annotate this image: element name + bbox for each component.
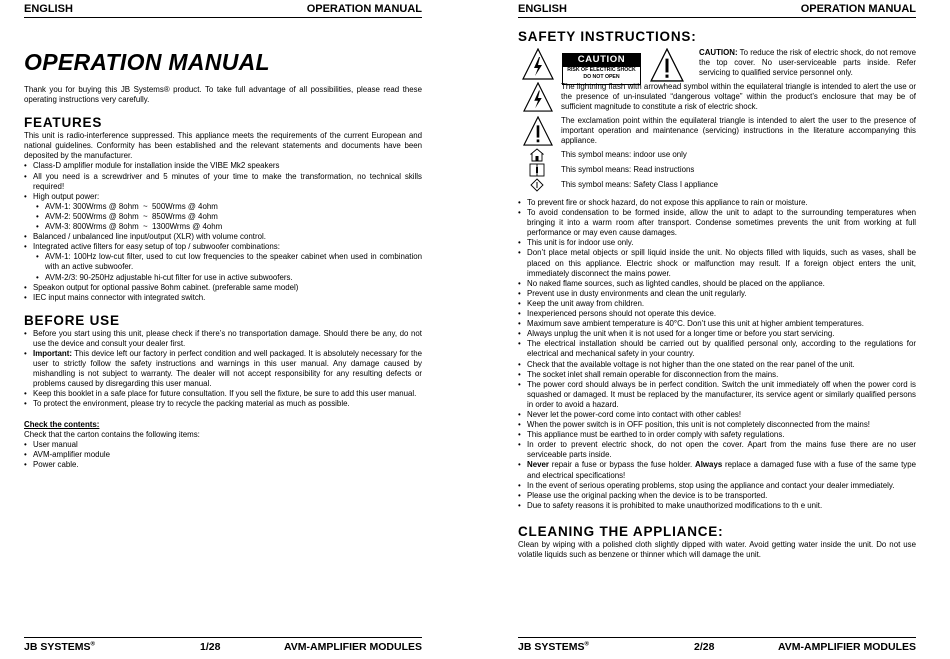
list-item: • Always unplug the unit when it is not used for a longer time or before you start servicing. [518,329,916,339]
list-item: • AVM-1: 300Wrms @ 8ohm ~ 500Wrms @ 4ohm [24,202,422,212]
never-label: Never [527,460,549,470]
header-language: ENGLISH [518,3,567,15]
symbol-legend [518,148,916,193]
list-item: • All you need is a screwdriver and 5 minutes of your time to make the transformation, no technical skills required! [24,172,422,192]
fuse-text-1: repair a fuse or bypass the fuse holder. [548,460,696,470]
list-item: • AVM-2/3: 90-250Hz adjustable hi-cut filter for use in active subwoofers. [24,273,422,283]
lightning-triangle-icon [522,82,554,112]
list-item: • AVM-3: 800Wrms @ 8ohm ~ 1300Wrms @ 4ohm [24,222,422,232]
caution-bold: CAUTION: [699,48,738,57]
page-right [518,0,916,659]
list-item: • No naked flame sources, such as lighted candles, should be placed on the appliance. [518,279,916,289]
list-item: • To prevent fire or shock hazard, do not expose this appliance to rain or moisture. [518,198,916,208]
list-item: • This appliance must be earthed to in order comply with safety regulations. [518,430,916,440]
intro-text: Thank you for buying this JB Systems® product. To take full advantage of all possibilities, please read these operating instructions very carefully. [24,85,422,105]
caution-label: CAUTION [562,53,641,66]
features-text: This unit is radio-interference suppressed. This appliance meets the requirements of the current European and national guidelines. Conformity has been established and the relevant statements and documents have been deposited by the manufacturer. [24,131,422,161]
list-item: • IEC input mains connector with integrated switch. [24,293,422,303]
footer-registered-mark: ® [90,641,95,648]
safety-list [518,198,916,511]
symbol-read-text: This symbol means: Read instructions [561,165,695,174]
list-item: • Keep this booklet in a safe place for future consultation. If you sell the fixture, be sure to add this user manual. [24,389,422,399]
list-item: • Inexperienced persons should not operate this device. [518,309,916,319]
caution-text: To reduce the risk of electric shock, do not remove the top cover. No user-serviceable parts inside. Refer servicing to qualified service personnel only. [699,48,916,78]
list-item: • To avoid condensation to be formed inside, allow the unit to adapt to the surrounding temperatures when bringing it into a warm room after transport. Condense sometimes prevents the unit from working at full performance or may even cause damages. [518,208,916,238]
features-heading: FEATURES [24,115,103,131]
list-item: • The electrical installation should be carried out by qualified personal only, according to the regulations for electrical and mechanical safety in your country. [518,339,916,359]
lightning-triangle-icon [522,48,554,80]
class-one-icon [530,178,544,192]
list-item [24,349,422,389]
list-item: • AVM-2: 500Wrms @ 8ohm ~ 850Wrms @ 4ohm [24,212,422,222]
before-use-heading: BEFORE USE [24,312,120,328]
lightning-text: The lightning flash with arrowhead symbol within the equilateral triangle is intended to alert the use or the presence of un-insulated “dangerous voltage” within the product’s enclosure that may be of sufficient magnitude to constitute a risk of electric shock. [561,82,916,112]
exclamation-text: The exclamation point within the equilateral triangle is intended to alert the user to the presence of important operation and maintenance (servicing) instructions in the literature accompanying this appliance. [561,116,916,146]
list-item: • In the event of serious operating problems, stop using the appliance and contact your dealer immediately. [518,481,916,491]
list-item: • Maximum save ambient temperature is 40°C. Don’t use this unit at higher ambient temperatures. [518,319,916,329]
before-use-list [24,329,422,410]
read-manual-icon [529,163,545,177]
page-header [24,3,422,18]
page-left [24,0,422,659]
cleaning-text: Clean by wiping with a polished cloth slightly dipped with water. Avoid getting water inside the unit. Do not use volatile liquids such as benzene or thinner which will damage the unit. [518,539,916,559]
list-item: • Before you start using this unit, please check if there’s no transportation damage. Should there be any, do not use the device and consult your dealer first. [24,329,422,349]
list-item: • When the power switch is in OFF position, this unit is not completely disconnected from the mains! [518,420,916,430]
footer-brand-text: JB SYSTEMS [24,641,91,653]
list-item: • Power cable. [24,460,422,470]
page-footer [518,637,916,655]
list-item: • AVM-amplifier module [24,450,422,460]
footer-product: AVM-AMPLIFIER MODULES [777,641,916,653]
contents-list [24,440,422,470]
symbol-class-text: This symbol means: Safety Class I appliance [561,180,719,189]
always-label: Always [695,460,723,470]
symbol-indoor-text: This symbol means: indoor use only [561,150,687,159]
house-icon [530,148,544,162]
list-item: • The socket inlet shall remain operable for disconnection from the mains. [518,370,916,380]
list-item: • Class-D amplifier module for installation inside the VIBE Mk2 speakers [24,161,422,171]
list-item: • In order to prevent electric shock, do not open the cover. Apart from the mains fuse there are no user serviceable parts inside. [518,440,916,460]
list-item: • Please use the original packing when the device is to be transported. [518,491,916,501]
footer-page-number: 1/28 [200,641,221,653]
safety-heading: SAFETY INSTRUCTIONS: [518,29,697,44]
footer-product: AVM-AMPLIFIER MODULES [283,641,422,653]
caution-block [518,46,916,84]
safety-content [518,198,916,560]
list-item: • Never let the power-cord come into contact with other cables! [518,410,916,420]
page-title: OPERATION MANUAL [24,49,270,75]
list-item: • Due to safety reasons it is prohibited to make unauthorized modifications to th e unit. [518,501,916,511]
list-item: • Balanced / unbalanced line input/output (XLR) with volume control. [24,232,422,242]
list-item: • The power cord should always be in perfect condition. Switch the unit immediately off when the power cord is squashed or damaged. It must be replaced by the manufacturer, its service agent or similarly qualified persons in order to avoid a hazard. [518,380,916,410]
list-item: • To protect the environment, please try to recycle the packing material as much as possible. [24,399,422,409]
list-item: • Keep the unit away from children. [518,299,916,309]
cleaning-heading: CLEANING THE APPLIANCE: [518,523,724,539]
indoor-symbol-row [518,148,916,163]
header-language: ENGLISH [24,3,73,15]
exclamation-triangle-icon [522,116,554,146]
fuse-text-2: replace a damaged fuse with a fuse of the same type and electrical specifications! [527,460,916,480]
exclamation-explanation [518,116,916,146]
class1-symbol-row [518,178,916,193]
header-title: OPERATION MANUAL [306,3,422,15]
page-header [518,3,916,18]
left-content [24,49,422,470]
footer-brand-text: JB SYSTEMS [518,641,585,653]
list-item: • Don’t place metal objects or spill liquid inside the unit. No objects filled with liquids, such as vases, shall be placed on this appliance. Electric shock or malfunction may result. If a foreign object enters the unit, immediately disconnect the mains power. [518,248,916,278]
caution-text-block [699,48,916,78]
caution-sub1: RISK OF ELECTRIC SHOCK [567,67,636,73]
list-item: • AVM-1: 100Hz low-cut filter, used to cut low frequencies to the speaker cabinet when used in combination with an active subwoofer. [24,252,422,272]
important-text: This device left our factory in perfect condition and well packaged. It is absolutely necessary for the user to strictly follow the safety instructions and warnings in this user manual. Any damage caused by mishandling is not subject to warranty. The dealer will not accept responsibility for any resulting defects or problems caused by disregarding this user manual. [33,348,422,389]
footer-page-number: 2/28 [694,641,715,653]
list-item: • High output power: [24,192,422,202]
list-item: • Prevent use in dusty environments and clean the unit regularly. [518,289,916,299]
header-title: OPERATION MANUAL [800,3,916,15]
caution-sub2: DO NOT OPEN [583,74,620,80]
read-symbol-row [518,163,916,178]
check-contents-heading: Check the contents: [24,419,100,429]
lightning-explanation [518,82,916,112]
list-item [518,460,916,480]
footer-registered-mark: ® [584,641,589,648]
important-label: Important: [33,348,73,358]
footer-brand [24,641,95,653]
footer-brand [518,641,589,653]
check-contents-text: Check that the carton contains the following items: [24,429,200,439]
exclamation-triangle-icon [650,48,684,82]
list-item: • Check that the available voltage is not higher than the one stated on the rear panel of the unit. [518,360,916,370]
list-item: • Speakon output for optional passive 8ohm cabinet. (preferable same model) [24,283,422,293]
features-list [24,161,422,302]
page-footer [24,637,422,655]
list-item: • This unit is for indoor use only. [518,238,916,248]
list-item: • User manual [24,440,422,450]
list-item: • Integrated active filters for easy setup of top / subwoofer combinations: [24,242,422,252]
